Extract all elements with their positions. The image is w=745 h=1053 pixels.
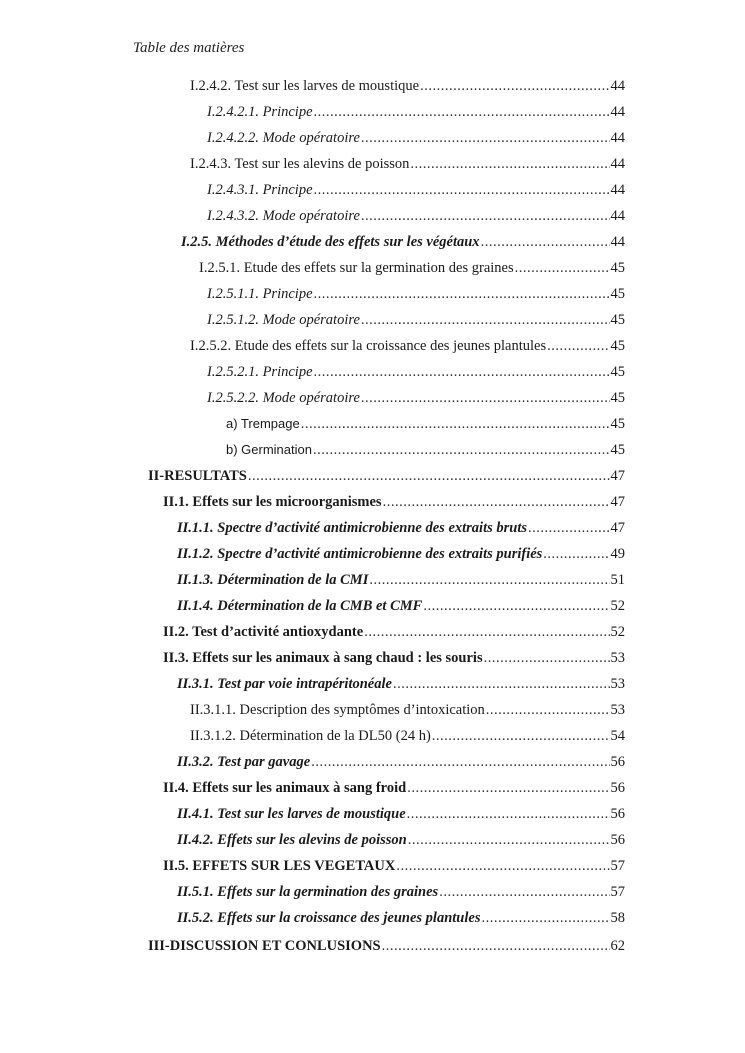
toc-entry-page: 54 (610, 728, 625, 744)
toc-entry-page: 47 (610, 520, 625, 536)
toc-entry-label: I.2.5.2. Etude des effets sur la croissance des jeunes plantules (190, 338, 547, 354)
toc-entry[interactable] (177, 753, 625, 771)
toc-entry-label: II.1.3. Détermination de la CMI (177, 572, 369, 588)
toc-entry[interactable] (190, 337, 625, 355)
toc-entry-label: I.2.4.3.1. Principe (207, 182, 313, 198)
toc-entry[interactable] (207, 207, 625, 225)
toc-entry-label: II.3. Effets sur les animaux à sang chaud : les souris (163, 650, 483, 666)
toc-entry-page: 44 (610, 104, 625, 120)
toc-entry-page: 56 (610, 832, 625, 848)
dot-leader (361, 311, 610, 329)
toc-entry-label: I.2.5.1. Etude des effets sur la germination des graines (199, 260, 514, 276)
toc-entry-label: II.4.1. Test sur les larves de moustique (177, 806, 406, 822)
toc-entry[interactable] (163, 493, 625, 511)
toc-entry[interactable] (177, 519, 625, 537)
dot-leader (314, 285, 610, 303)
dot-leader (361, 129, 610, 147)
toc-entry[interactable] (163, 649, 625, 667)
dot-leader (311, 753, 609, 771)
page-header: Table des matières (133, 40, 245, 56)
toc-entry-page: 45 (610, 286, 625, 302)
toc-entry-label: II.5. EFFETS SUR LES VEGETAUX (163, 858, 396, 874)
toc-entry-label: II.3.1.1. Description des symptômes d’intoxication (190, 702, 485, 718)
toc-entry-label: I.2.4.3.2. Mode opératoire (207, 208, 360, 224)
toc-entry-page: 52 (610, 598, 625, 614)
toc-entry[interactable] (148, 467, 625, 485)
toc-entry[interactable] (207, 389, 625, 407)
toc-entry-page: 56 (610, 780, 625, 796)
toc-entry-page: 53 (610, 702, 625, 718)
toc-entry-label: I.2.4.3. Test sur les alevins de poisson (190, 156, 410, 172)
toc-entry[interactable] (177, 883, 625, 901)
toc-entry[interactable] (163, 623, 625, 641)
toc-entry-page: 51 (610, 572, 625, 588)
toc-entry-page: 58 (610, 910, 625, 926)
toc-entry[interactable] (163, 779, 625, 797)
toc-entry[interactable] (207, 103, 625, 121)
toc-entry-page: 44 (610, 208, 625, 224)
toc-entry-label: I.2.4.2.1. Principe (207, 104, 313, 120)
toc-entry-label: II.1. Effets sur les microorganismes (163, 494, 382, 510)
dot-leader (423, 597, 609, 615)
toc-entry-page: 47 (610, 494, 625, 510)
toc-entry-label: I.2.5.2.1. Principe (207, 364, 313, 380)
toc-entry-label: II.2. Test d’activité antioxydante (163, 624, 364, 640)
toc-entry[interactable] (181, 233, 625, 251)
toc-entry-page: 45 (610, 442, 625, 458)
dot-leader (439, 883, 609, 901)
dot-leader (361, 207, 610, 225)
toc-entry[interactable] (177, 831, 625, 849)
toc-entry-page: 56 (610, 754, 625, 770)
toc-entry[interactable] (207, 285, 625, 303)
dot-leader (314, 363, 610, 381)
toc-entry-page: 45 (610, 338, 625, 354)
dot-leader (393, 675, 610, 693)
toc-entry-page: 44 (610, 182, 625, 198)
dot-leader (407, 805, 610, 823)
toc-entry-page: 62 (610, 938, 625, 954)
toc-entry-label: I.2.5.2.2. Mode opératoire (207, 390, 360, 406)
toc-entry-label: a) Trempage (226, 416, 300, 431)
toc-entry-label: II.4.2. Effets sur les alevins de poisson (177, 832, 407, 848)
toc-entry-label: I.2.5.1.2. Mode opératoire (207, 312, 360, 328)
toc-entry-label: II.4. Effets sur les animaux à sang froid (163, 780, 407, 796)
dot-leader (313, 441, 610, 459)
toc-entry-page: 45 (610, 364, 625, 380)
toc-entry[interactable] (207, 129, 625, 147)
toc-entry-page: 49 (610, 546, 625, 562)
toc-entry-page: 53 (610, 650, 625, 666)
toc-entry[interactable] (226, 441, 625, 459)
toc-entry-label: II-RESULTATS (148, 468, 247, 484)
dot-leader (547, 337, 609, 355)
toc-entry-label: II.1.2. Spectre d’activité antimicrobienne des extraits purifiés (177, 546, 543, 562)
toc-entry-label: II.3.2. Test par gavage (177, 754, 311, 770)
toc-entry[interactable] (207, 363, 625, 381)
toc-entry-label: II.1.4. Détermination de la CMB et CMF (177, 598, 423, 614)
toc-entry[interactable] (190, 77, 625, 95)
dot-leader (486, 701, 610, 719)
toc-entry-label: II.3.1.2. Détermination de la DL50 (24 h) (190, 728, 431, 744)
toc-entry-label: I.2.5.1.1. Principe (207, 286, 313, 302)
dot-leader (396, 857, 609, 875)
toc-entry-page: 45 (610, 416, 625, 432)
dot-leader (364, 623, 609, 641)
toc-entry-label: I.2.4.2.2. Mode opératoire (207, 130, 360, 146)
toc-entry-page: 52 (610, 624, 625, 640)
toc-entry[interactable] (177, 675, 625, 693)
toc-entry-page: 57 (610, 858, 625, 874)
dot-leader (432, 727, 610, 745)
dot-leader (301, 415, 610, 433)
toc-entry[interactable] (163, 857, 625, 875)
toc-entry[interactable] (177, 805, 625, 823)
dot-leader (382, 937, 610, 955)
toc-entry-page: 56 (610, 806, 625, 822)
dot-leader (248, 467, 610, 485)
toc-entry-page: 45 (610, 260, 625, 276)
toc-entry-label: II.5.2. Effets sur la croissance des jeunes plantules (177, 910, 481, 926)
toc-entry[interactable] (190, 701, 625, 719)
toc-entry[interactable] (190, 727, 625, 745)
toc-entry[interactable] (177, 909, 625, 927)
toc-entry[interactable] (207, 181, 625, 199)
dot-leader (515, 259, 610, 277)
toc-entry-label: II.5.1. Effets sur la germination des graines (177, 884, 439, 900)
toc-entry-page: 44 (610, 156, 625, 172)
dot-leader (528, 519, 609, 537)
toc-entry[interactable] (190, 155, 625, 173)
toc-entry[interactable] (207, 311, 625, 329)
dot-leader (543, 545, 609, 563)
dot-leader (314, 103, 610, 121)
toc-entry-page: 47 (610, 468, 625, 484)
dot-leader (420, 77, 609, 95)
toc-entry[interactable] (177, 597, 625, 615)
dot-leader (481, 909, 609, 927)
toc-entry-label: II.3.1. Test par voie intrapéritonéale (177, 676, 392, 692)
dot-leader (369, 571, 609, 589)
toc-entry-label: b) Germination (226, 442, 312, 457)
dot-leader (407, 779, 609, 797)
toc-entry-label: II.1.1. Spectre d’activité antimicrobienne des extraits bruts (177, 520, 528, 536)
toc-entry-page: 45 (610, 390, 625, 406)
toc-entry[interactable] (177, 545, 625, 563)
dot-leader (484, 649, 610, 667)
toc-entry-page: 53 (610, 676, 625, 692)
dot-leader (408, 831, 610, 849)
dot-leader (383, 493, 610, 511)
toc-entry[interactable] (226, 415, 625, 433)
toc-entry-page: 45 (610, 312, 625, 328)
dot-leader (314, 181, 610, 199)
toc-entry[interactable] (177, 571, 625, 589)
toc-entry-page: 57 (610, 884, 625, 900)
toc-entry-page: 44 (610, 234, 625, 250)
toc-entry-label: I.2.5. Méthodes d’étude des effets sur les végétaux (181, 234, 480, 250)
toc-entry[interactable] (199, 259, 625, 277)
dot-leader (361, 389, 610, 407)
toc-entry-page: 44 (610, 78, 625, 94)
dot-leader (410, 155, 609, 173)
toc-entry[interactable] (148, 937, 625, 955)
toc-entry-label: I.2.4.2. Test sur les larves de moustique (190, 78, 420, 94)
toc-entry-label: III-DISCUSSION ET CONLUSIONS (148, 938, 381, 954)
dot-leader (481, 233, 610, 251)
toc-entry-page: 44 (610, 130, 625, 146)
